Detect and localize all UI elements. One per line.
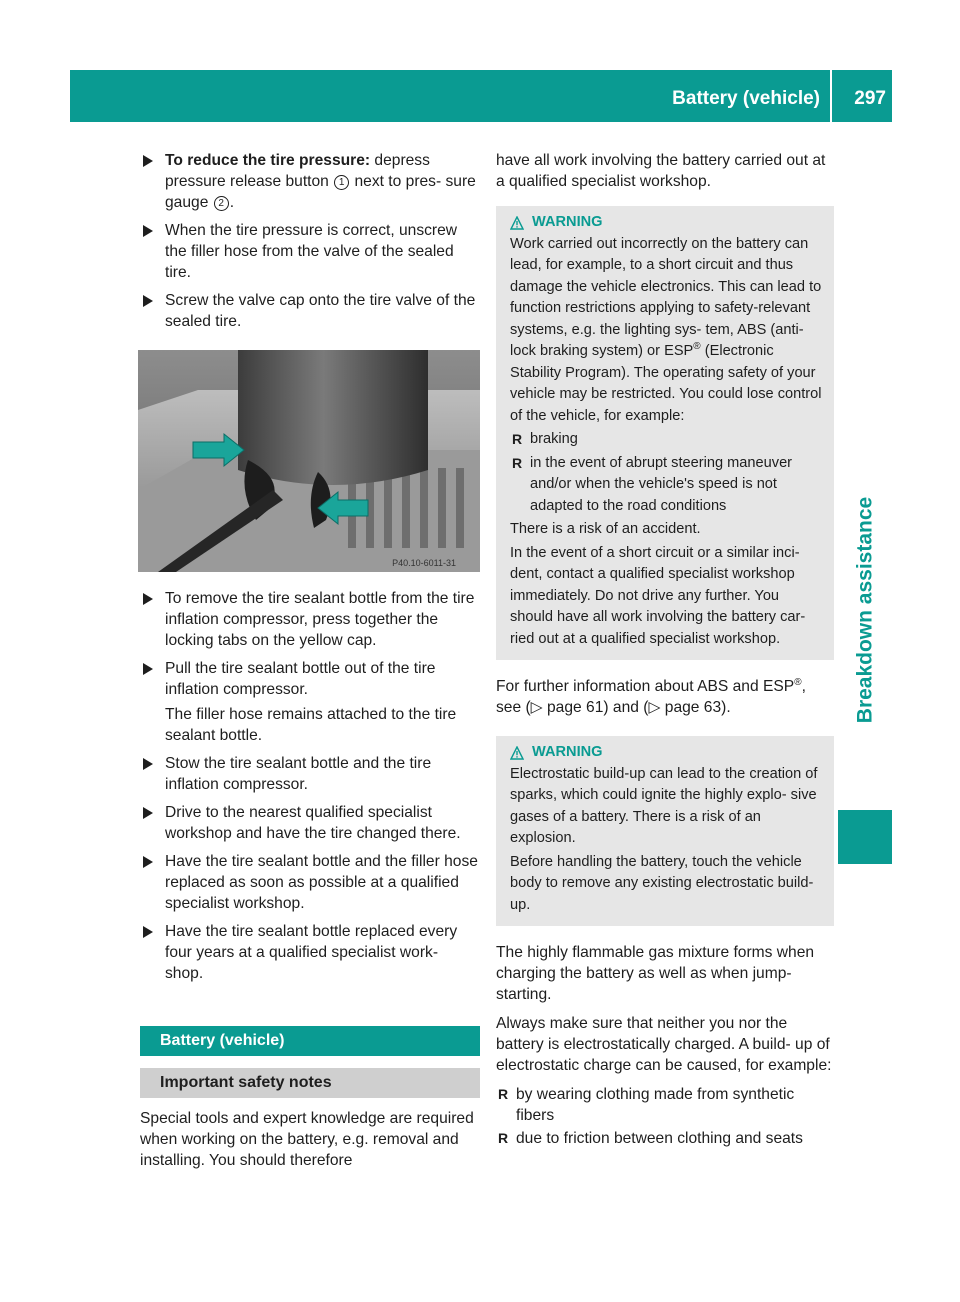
continued-paragraph: have all work involving the battery carried out at a qualified specialist workshop. <box>496 152 826 190</box>
step-arrow-icon <box>143 758 153 770</box>
callout-number: 2 <box>214 196 229 211</box>
instruction-step: To reduce the tire pressure: depress pressure release button 1 next to pres- sure gauge 2 . <box>140 150 480 213</box>
instruction-step: When the tire pressure is correct, unscrew the filler hose from the valve of the sealed tire. <box>140 220 480 283</box>
right-column <box>496 150 834 1151</box>
chapter-tab-label: Breakdown assistance <box>853 496 877 724</box>
warning-triangle-icon <box>510 216 524 230</box>
warning-header <box>510 212 826 234</box>
step-arrow-icon <box>143 225 153 237</box>
instruction-step: Have the tire sealant bottle and the filler hose replaced as soon as possible at a qualified specialist workshop. <box>140 851 480 914</box>
instruction-step: Pull the tire sealant bottle out of the tire inflation compressor. The filler hose remains attached to the tire sealant bottle. <box>140 658 480 746</box>
body-text: The highly flammable gas mixture forms when charging the battery as well as when jump- starting. Always make sure that neither you nor the battery is electrostatically charged. A build- up of electrostatic charge can be caused, for example: <box>496 944 832 1074</box>
chapter-marker <box>838 810 892 864</box>
callout-number: 1 <box>334 175 349 190</box>
page-ref-arrow-icon: ▷ <box>530 699 543 716</box>
instruction-step: Drive to the nearest qualified specialist workshop and have the tire changed there. <box>140 802 480 844</box>
warning-box: WARNING Work carried out incorrectly on the battery can lead, for example, to a short circuit and thus damage the vehicle electronics. This can lead to function restrictions applying to safety-relevant systems, e.g. the lighting sys- tem, ABS (anti-lock braking system) or ESP® (Electronic Stability Program). The operating safety of your vehicle may be restricted. You could lose control of the vehicle, for example: R braking R in the event of abrupt steering maneuver and/or when the vehicle's speed is not adapted to the road conditions There is a risk of an accident. In the event of a short circuit or a similar inci- dent, contact a qualified specialist workshop immediately. Do not drive any further. You should have all work involving the battery car- ried out at a qualified specialist workshop. <box>496 206 834 660</box>
step-bold-lead: To reduce the tire pressure: <box>165 152 371 169</box>
step-note: The filler hose remains attached to the tire sealant bottle. <box>165 706 457 744</box>
bullet-item: R braking <box>510 429 826 451</box>
step-arrow-icon <box>143 593 153 605</box>
section-heading: Battery (vehicle) <box>140 1026 480 1056</box>
header-title: Battery (vehicle) <box>672 88 820 109</box>
page-header <box>70 70 892 122</box>
further-info-paragraph: For further information about ABS and ESP®, see (▷ page 61) and (▷ page 63). <box>496 676 806 716</box>
warning-triangle-icon <box>510 746 524 760</box>
instruction-step: Screw the valve cap onto the tire valve of the sealed tire. <box>140 290 480 332</box>
left-column <box>140 150 480 1171</box>
warning-label: WARNING <box>532 744 603 760</box>
warning-box: WARNING Electrostatic build-up can lead to the creation of sparks, which could ignite the highly explo- sive gases of a battery. There is a risk of an explosion. Before handling the battery, touch the vehicle body to remove any existing electrostatic build-up. <box>496 736 834 926</box>
instruction-step: Stow the tire sealant bottle and the tire inflation compressor. <box>140 753 480 795</box>
intro-paragraph: Special tools and expert knowledge are required when working on the battery, e.g. removal and installing. You should therefore <box>140 1110 474 1169</box>
header-divider <box>830 70 832 122</box>
compressor-figure <box>138 350 480 572</box>
step-arrow-icon <box>143 663 153 675</box>
instruction-step: Have the tire sealant bottle replaced every four years at a qualified specialist work- shop. <box>140 921 480 984</box>
bullet-item: R in the event of abrupt steering maneuver and/or when the vehicle's speed is not adapted to the road conditions <box>510 453 826 518</box>
page-ref-link: page 63). <box>660 699 731 716</box>
page-ref-arrow-icon: ▷ <box>648 699 661 716</box>
bullet-item: R due to friction between clothing and seats <box>496 1128 834 1149</box>
subsection-heading: Important safety notes <box>140 1068 480 1098</box>
chapter-tab <box>838 420 892 800</box>
warning-label: WARNING <box>532 214 603 230</box>
step-arrow-icon <box>143 155 153 167</box>
bullet-item: R by wearing clothing made from synthetic fibers <box>496 1084 834 1126</box>
page-number: 297 <box>854 88 886 109</box>
step-arrow-icon <box>143 856 153 868</box>
figure-code: P40.10-6011-31 <box>392 558 456 568</box>
warning-header <box>510 742 826 764</box>
step-arrow-icon <box>143 926 153 938</box>
instruction-step: To remove the tire sealant bottle from the tire inflation compressor, press together the locking tabs on the yellow cap. <box>140 588 480 651</box>
step-arrow-icon <box>143 807 153 819</box>
step-arrow-icon <box>143 295 153 307</box>
page-ref-link: page 61) and ( <box>542 699 649 716</box>
